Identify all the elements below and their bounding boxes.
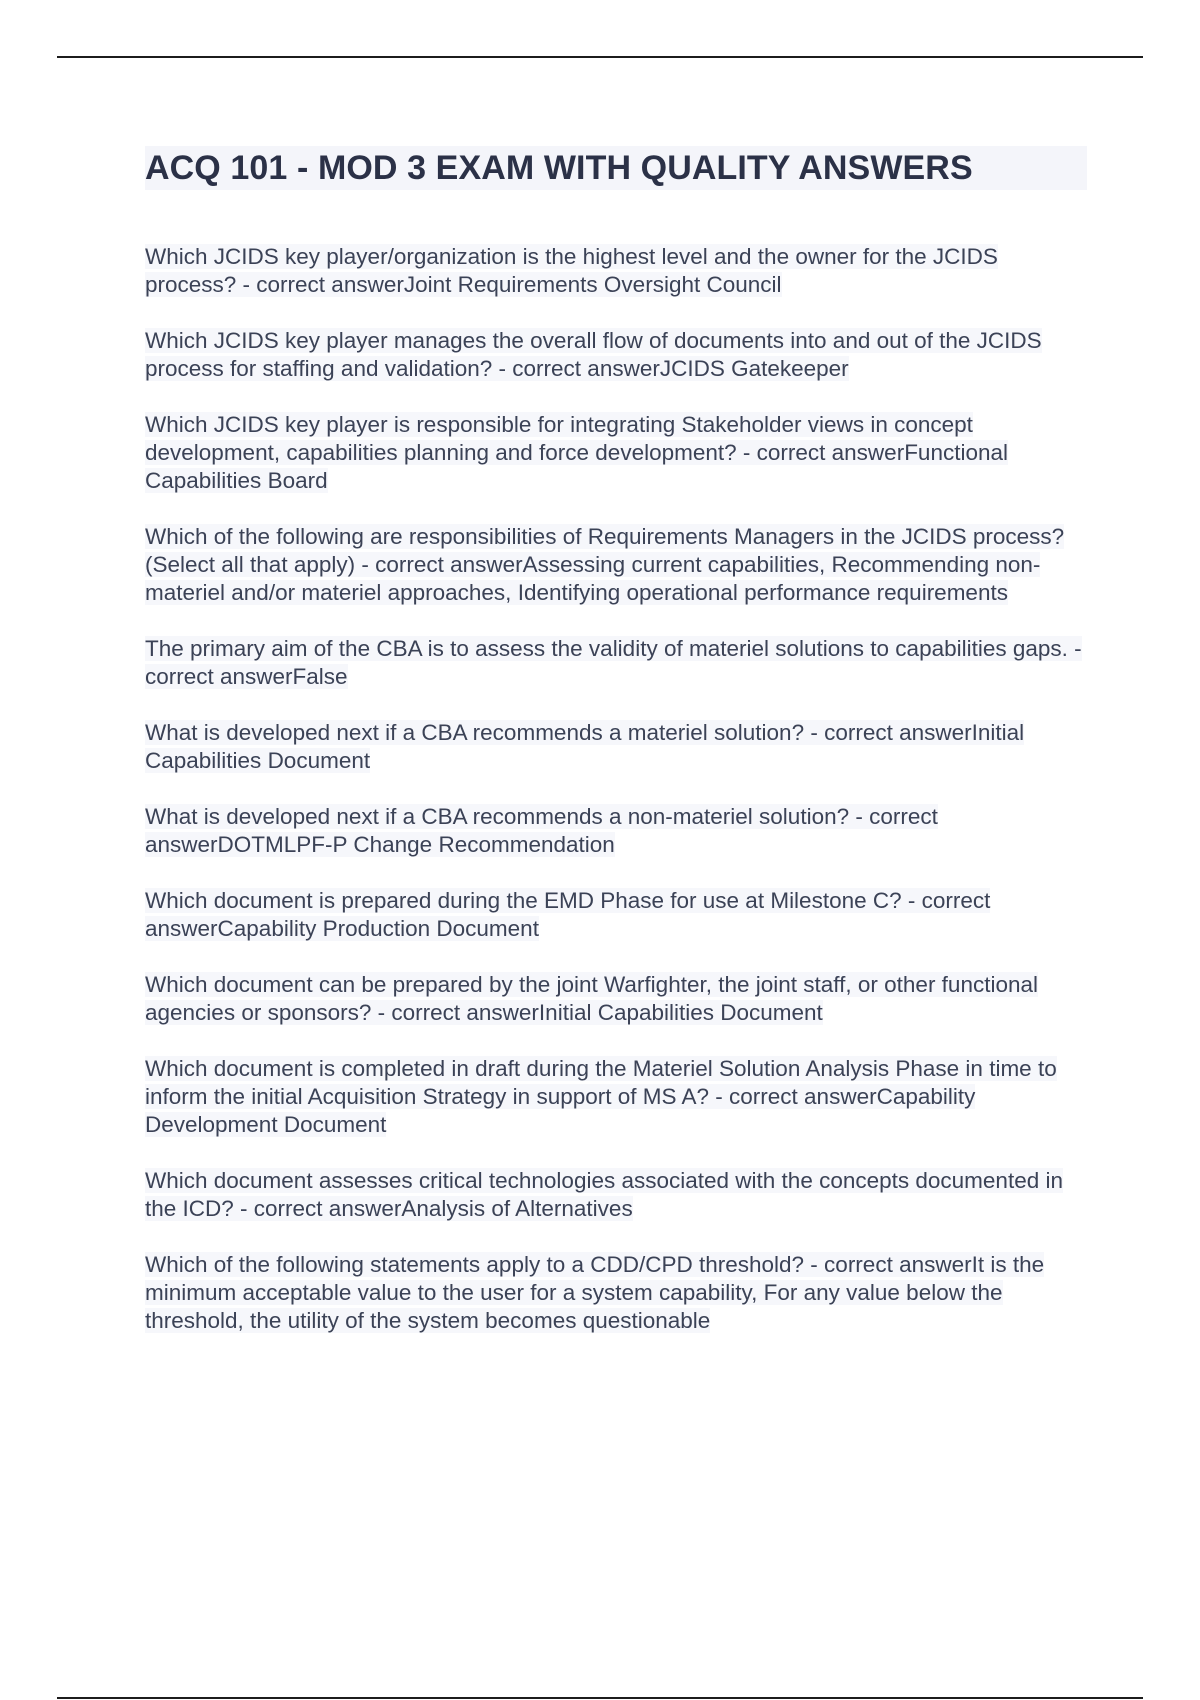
qa-item-1: Which JCIDS key player/organization is the highest level and the owner for the JCIDS process? - correct answerJoint Requirements Oversight Council — [145, 244, 998, 297]
qa-item-10: Which document is completed in draft during the Materiel Solution Analysis Phase in time to inform the initial Acquisition Strategy in support of MS A? - correct answerCapability Development Document — [145, 1056, 1057, 1137]
qa-item-9: Which document can be prepared by the joint Warfighter, the joint staff, or other functional agencies or sponsors? - correct answerInitial Capabilities Document — [145, 972, 1039, 1025]
qa-item-8: Which document is prepared during the EMD Phase for use at Milestone C? - correct answerCapability Production Document — [145, 888, 991, 941]
qa-item-11: Which document assesses critical technologies associated with the concepts documented in the ICD? - correct answerAnalysis of Alternatives — [145, 1168, 1063, 1221]
qa-list — [145, 243, 1085, 1363]
qa-item-4: Which of the following are responsibilities of Requirements Managers in the JCIDS process? (Select all that apply) - correct answerAssessing current capabilities, Recommending non-materiel and/or materiel approaches, Identifying operational performance requirements — [145, 524, 1065, 605]
qa-item-5: The primary aim of the CBA is to assess the validity of materiel solutions to capabilities gaps. - correct answerFalse — [145, 636, 1082, 689]
qa-item-3: Which JCIDS key player is responsible for integrating Stakeholder views in concept development, capabilities planning and force development? - correct answerFunctional Capabilities Board — [145, 412, 1008, 493]
header-rule — [57, 56, 1143, 58]
qa-item-12: Which of the following statements apply to a CDD/CPD threshold? - correct answerIt is the minimum acceptable value to the user for a system capability, For any value below the threshold, the utility of the system becomes questionable — [145, 1252, 1045, 1333]
document-title: ACQ 101 - MOD 3 EXAM WITH QUALITY ANSWERS — [145, 146, 1087, 190]
qa-item-2: Which JCIDS key player manages the overall flow of documents into and out of the JCIDS process for staffing and validation? - correct answerJCIDS Gatekeeper — [145, 328, 1042, 381]
qa-item-6: What is developed next if a CBA recommends a materiel solution? - correct answerInitial Capabilities Document — [145, 720, 1025, 773]
qa-item-7: What is developed next if a CBA recommends a non-materiel solution? - correct answerDOTMLPF-P Change Recommendation — [145, 804, 938, 857]
footer-rule — [57, 1697, 1143, 1699]
